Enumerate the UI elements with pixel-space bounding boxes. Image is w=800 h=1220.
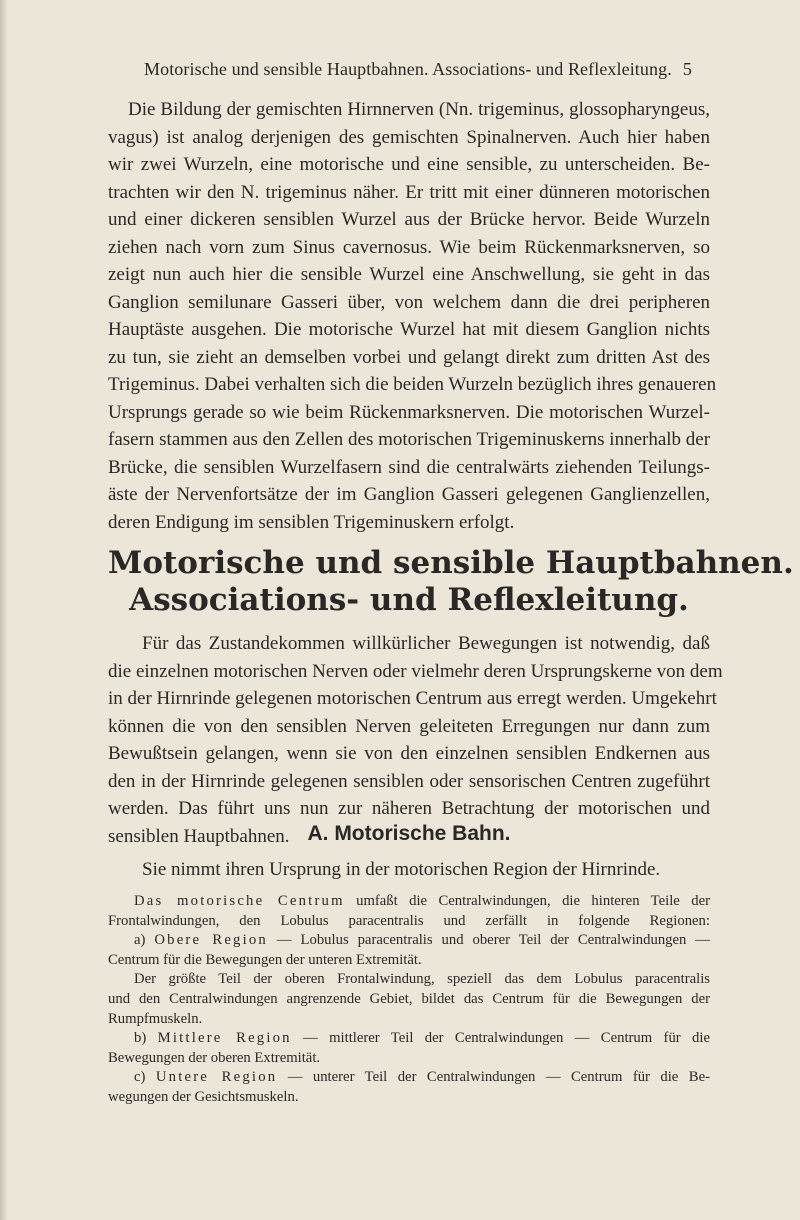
text-line: Trigeminus. Dabei verhalten sich die beiden Wurzeln bezüglich ihres genaueren xyxy=(108,374,717,395)
text-line: wir zwei Wurzeln, eine motorische und eine sensible, zu unterscheiden. Be- xyxy=(108,154,710,175)
small-line: Frontalwindungen, den Lobulus paracentralis und zerfällt in folgende Regionen: xyxy=(108,912,710,929)
text-line: den in der Hirnrinde gelegenen sensiblen oder sensorischen Centren zugeführt xyxy=(108,770,710,792)
running-title: Motorische und sensible Hauptbahnen. Associations- und Reflexleitung. xyxy=(144,59,672,79)
small-line xyxy=(108,1068,710,1088)
small-text: — Lobulus paracentralis und oberer Teil der Centralwindungen — xyxy=(267,932,710,949)
text-line: Für das Zustandekommen willkürlicher Bewegungen ist notwendig, daß xyxy=(142,633,710,654)
spaced-term: Obere Region xyxy=(154,932,268,949)
text-line: Brücke, die sensiblen Wurzelfasern sind die centralwärts ziehenden Teilungs- xyxy=(108,456,710,478)
spaced-term: Untere Region xyxy=(155,1069,278,1086)
section-title-line-1: Motorische und sensible Hauptbahnen. xyxy=(108,545,794,581)
page-number: 5 xyxy=(682,59,692,79)
list-marker: a) xyxy=(134,932,155,949)
text-line: vagus) ist analog derjenigen des gemischten Spinalnerven. Auch hier haben xyxy=(108,126,710,148)
text-line: Ursprungs gerade so wie beim Rückenmarksnerven. Die motorischen Wurzel- xyxy=(108,401,710,423)
small-line xyxy=(108,931,710,951)
text-line: können die von den sensiblen Nerven geleiteten Erregungen nur dann zum xyxy=(108,715,710,737)
text-line: sensiblen Hauptbahnen. xyxy=(108,825,290,847)
binding-edge xyxy=(0,0,8,1220)
small-line: Bewegungen der oberen Extremität. xyxy=(108,1049,321,1066)
text-line: Ganglion semilunare Gasseri über, von welchem dann die drei peripheren xyxy=(108,291,710,313)
small-text: — unterer Teil der Centralwindungen — Centrum für die Be- xyxy=(277,1069,710,1086)
list-marker: b) xyxy=(134,1030,158,1047)
small-line: Der größte Teil der oberen Frontalwindung, speziell das dem Lobulus paracentralis xyxy=(134,971,710,988)
small-line xyxy=(108,892,710,912)
text-line: zu tun, sie zieht an demselben vorbei und gelangt direkt zum dritten Ast des xyxy=(108,346,710,368)
small-text: — mittlerer Teil der Centralwindungen — Centrum für die xyxy=(291,1030,710,1047)
text-line: in der Hirnrinde gelegenen motorischen Centrum aus erregt werden. Umgekehrt xyxy=(108,688,717,709)
paragraph-intro xyxy=(108,630,723,850)
small-text: umfaßt die Centralwindungen, die hinteren Teile der xyxy=(344,893,710,909)
small-line xyxy=(108,1029,710,1049)
small-print-block xyxy=(108,892,710,1108)
spaced-term: Das motorische Centrum xyxy=(134,893,345,909)
paragraph-origin: Sie nimmt ihren Ursprung in der motorischen Region der Hirnrinde. xyxy=(142,859,661,880)
subsection-title: A. Motorische Bahn. xyxy=(307,822,511,845)
text-line: ziehen nach vorn zum Sinus cavernosus. Wie beim Rückenmarksnerven, so xyxy=(108,236,710,258)
text-line: äste der Nervenfortsätze der im Ganglion Gasseri gelegenen Ganglienzellen, xyxy=(108,484,710,505)
page-header xyxy=(144,59,692,83)
text-line: Bewußtsein gelangen, wenn sie von den einzelnen sensiblen Endkernen aus xyxy=(108,743,710,764)
text-line: deren Endigung im sensiblen Trigeminuskern erfolgt. xyxy=(108,511,515,533)
small-line: Centrum für die Bewegungen der unteren Extremität. xyxy=(108,951,422,968)
section-title-line-2: Associations- und Reflexleitung. xyxy=(129,582,689,618)
small-line: und den Centralwindungen angrenzende Gebiet, bildet das Centrum für die Bewegungen der xyxy=(108,990,710,1007)
text-line: Hauptäste ausgehen. Die motorische Wurzel hat mit diesem Ganglion nichts xyxy=(108,319,710,340)
spaced-term: Mittlere Region xyxy=(157,1030,292,1047)
text-line: trachten wir den N. trigeminus näher. Er tritt mit einer dünneren motorischen xyxy=(108,181,710,203)
small-line: wegungen der Gesichtsmuskeln. xyxy=(108,1088,299,1105)
text-line: Die Bildung der gemischten Hirnnerven (Nn. trigeminus, glossopharyngeus, xyxy=(128,99,710,120)
text-line: die einzelnen motorischen Nerven oder vielmehr deren Ursprungskerne von dem xyxy=(108,660,723,682)
text-line: zeigt nun auch hier die sensible Wurzel eine Anschwellung, sie geht in das xyxy=(108,264,710,285)
list-marker: c) xyxy=(134,1069,156,1086)
text-line: und einer dickeren sensiblen Wurzel aus der Brücke hervor. Beide Wurzeln xyxy=(108,209,710,230)
text-line: werden. Das führt uns nun zur näheren Betrachtung der motorischen und xyxy=(108,798,710,819)
small-line: Rumpfmuskeln. xyxy=(108,1010,203,1027)
text-line: fasern stammen aus den Zellen des motorischen Trigeminuskerns innerhalb der xyxy=(108,429,711,450)
paragraph-trigeminus xyxy=(108,96,717,536)
